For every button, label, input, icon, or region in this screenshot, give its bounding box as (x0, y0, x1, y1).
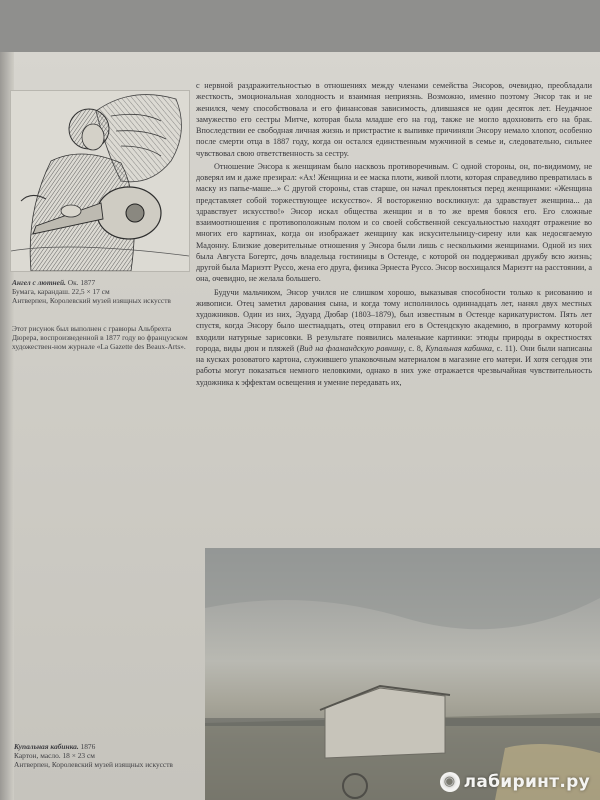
paragraph-1: с нервной раздражительностью в отношениях между членами семейства Энсоров, очевидно, преобладали жесткость, эмоциональная холодность и взаимная неприязнь. Возможно, именно поэтому Энсор так и не женился, чему способствовала и его финансовая зависимость, длившаяся не один десяток лет. Неудачное замужество его сестры Митче, которая была младше его на год, также не могло вдохновить его на брак. Впоследствии ее свободная личная жизнь и пристрастие к выпивке причиняли Энсору немало хлопот, особенно после смерти отца в 1887 году, когда он остался единственным мужчиной в семье и, следовательно, сильнее чувствовал свою ответственность за сестру. (196, 81, 592, 158)
figure1-location: Антверпен, Королевский музей изящных искусств (12, 296, 171, 305)
painting-link-flemish-plain: Вид на фламандскую равнину (299, 343, 404, 353)
figure2-title: Купальная кабинка. (14, 742, 79, 751)
paragraph-3-part-b: , с. 8, (403, 343, 426, 353)
labirint-watermark (440, 772, 590, 792)
labirint-logo-icon: ◉ (440, 772, 460, 792)
paragraph-2: Отношение Энсора к женщинам было насквозь противоречивым. С одной стороны, он, по-видимому, не доверял им и даже презирал: «Ах! Женщина и ее маска плоти, живой плоти, которая справедливо превратилась в маску из папье-маше...» С другой стороны, став старше, он начал преклоняться перед женщинами: «Женщина представляет собой торжествующее искусство». Я восторженно воскликнул: да здравствует женщина... да здравствует искусство!» Энсор искал общества женщин и в то же время боялся его. Его сложные взаимоотношения с противоположным полом и со своей собственной сексуальностью находят отражение во многих его картинах, когда он изображает женщину как искусительницу-сирену или как недосягаемую Мадонну. Близкие доверительные отношения у Энсора были лишь с несколькими женщинами. Одной из них была Августа Богертс, дочь владельца гостиницы в Остенде, с которой он поддерживал дружбу всю жизнь; другой была Мариэтт Руссо, жена его друга, физика Эрнеста Руссо. Энсор восхищался Мариэтт на расстоянии, а она, очевидно, не желала большего. (196, 161, 592, 284)
figure1-note: Этот рисунок был выполнен с гравюры Альбрехта Дюрера, воспроизведенной в 1877 году во французском художествен-ном журнале «La Gazette des Beaux-Arts». (12, 324, 188, 351)
figure2-medium: Картон, масло. 18 × 23 см (14, 751, 95, 760)
main-text-column (196, 80, 592, 388)
figure2-caption (14, 742, 194, 769)
paragraph-3-part-c: , с. 11). Они были написаны на кусках розоватого картона, служившего упаковочным материалом в магазине его матери. И хотя сегодня эти работы могут показаться немного неловкими, однако в них уже отражается чрезвычайная чувствительность художника к эффектам освещения и умение передавать их, (196, 343, 592, 387)
figure1-date: Ок. 1877 (65, 278, 96, 287)
paragraph-3-part-a: Будучи мальчиком, Энсор учился не слишком хорошо, выказывая способности только к рисованию и живописи. Отец заметил дарования сына, и когда тому исполнилось одиннадцать лет, нанял двух местных художников. Один из них, Эдуард Дюбар (1803–1879), был известным в Остенде карикатуристом. Пять лет спустя, когда Энсору было шестнадцать, отец отправил его в Остендскую академию, в программу которой входили натурные зарисовки. В результате появились маленькие картинки: этюды природы в окрестностях города, виды дюн и пляжей ( (196, 287, 592, 353)
painting-link-bathing-hut: Купальная кабинка (425, 343, 492, 353)
figure1-caption (12, 278, 192, 305)
bathing-hut-painting (205, 548, 600, 800)
figure1-medium: Бумага, карандаш. 22,5 × 17 см (12, 287, 110, 296)
figure2-location: Антверпен, Королевский музей изящных искусств (14, 760, 173, 769)
angel-with-lute-engraving (10, 90, 190, 272)
watermark-text: лабиринт.ру (463, 772, 590, 792)
paragraph-3 (196, 287, 592, 388)
figure1-title: Ангел с лютней. (12, 278, 66, 287)
figure2-date: 1876 (78, 742, 96, 751)
